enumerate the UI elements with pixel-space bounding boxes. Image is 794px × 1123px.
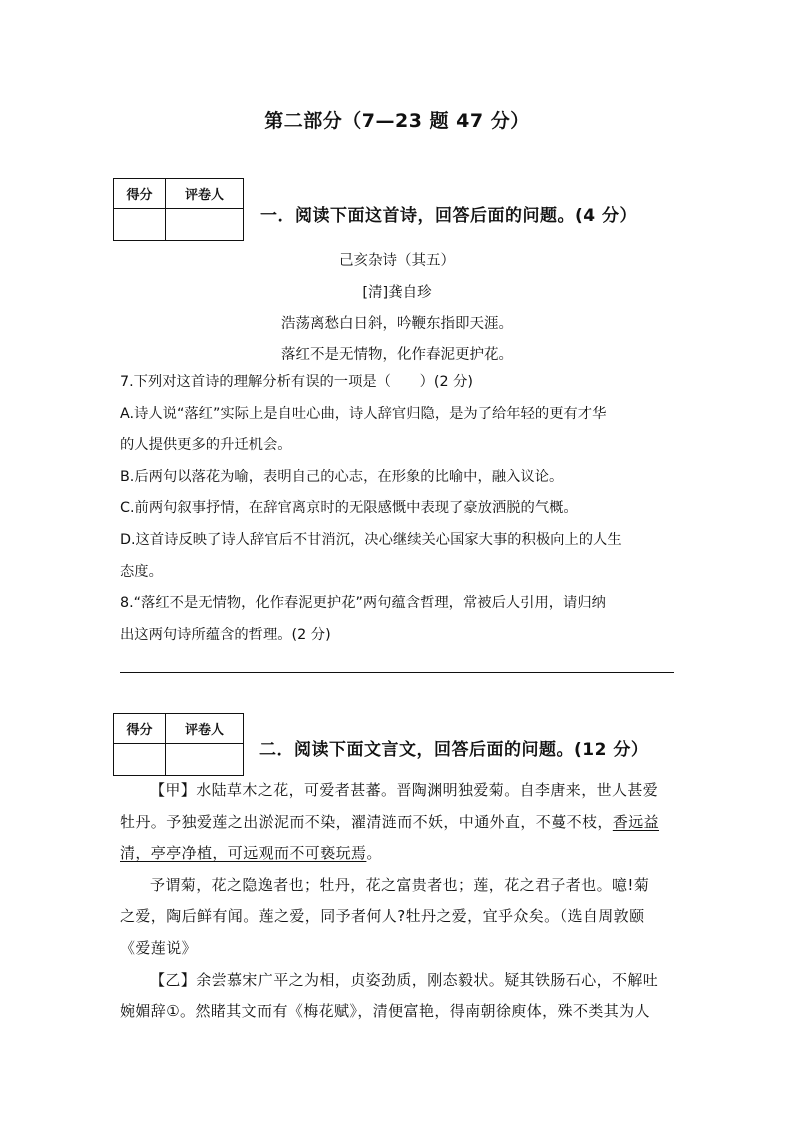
underlined-text: 香远益 (612, 812, 660, 831)
divider-line (120, 672, 674, 673)
passage-jia-line-4: 予谓菊，花之隐逸者也；牡丹，花之富贵者也；莲，花之君子者也。噫!菊 (150, 875, 650, 894)
question-8-line-1: 8.“落红不是无情物，化作春泥更护花”两句蕴含哲理，常被后人引用，请归纳 (120, 595, 606, 612)
option-c: C.前两句叙事抒情，在辞官离京时的无限感慨中表现了豪放洒脱的气概。 (120, 500, 578, 517)
passage-jia-line-1: 【甲】水陆草木之花，可爱者甚蕃。晋陶渊明独爱菊。自李唐来，世人甚爱 (150, 781, 659, 799)
score-cell[interactable] (114, 744, 166, 776)
section2-title: 二．阅读下面文言文，回答后面的问题。(12 分） (259, 740, 649, 760)
passage-text (120, 775, 659, 1028)
passage-jia-source: 《爱莲说》 (120, 938, 198, 957)
page-title: 第二部分（7—23 题 47 分） (264, 110, 530, 132)
grader-header: 评卷人 (166, 714, 244, 744)
passage-jia-line-2: 牡丹。予独爱莲之出淤泥而不染，濯清涟而不妖，中通外直，不蔓不枝，香远益 (120, 812, 660, 831)
poem-title: 己亥杂诗（其五） (339, 253, 455, 269)
grader-header: 评卷人 (166, 179, 244, 209)
question-7 (120, 367, 622, 651)
question-8-line-2: 出这两句诗所蕴含的哲理。(2 分) (120, 626, 331, 643)
underlined-text: 清，亭亭净植，可远观而不可亵玩焉 (120, 844, 367, 863)
poem-author: [清]龚自珍 (362, 285, 432, 301)
passage-jia-line-5: 之爱，陶后鲜有闻。莲之爱，同予者何人?牡丹之爱，宜乎众矣。（选自周敦颐 (120, 907, 645, 926)
option-a-line-1: A.诗人说“落红”实际上是自吐心曲，诗人辞官归隐，是为了给年轻的更有才华 (120, 405, 607, 422)
poem-line-1: 浩荡离愁白日斜，吟鞭东指即天涯。 (281, 316, 513, 332)
score-header: 得分 (114, 714, 166, 744)
option-a-line-2: 的人提供更多的升迁机会。 (120, 437, 292, 454)
grader-cell[interactable] (166, 209, 244, 241)
option-b: B.后两句以落花为喻，表明自己的心志，在形象的比喻中，融入议论。 (120, 468, 564, 485)
score-cell[interactable] (114, 209, 166, 241)
passage-yi-line-1: 【乙】余尝慕宋广平之为相，贞姿劲质，刚态毅状。疑其铁肠石心，不解吐 (150, 970, 659, 989)
option-d-line-1: D.这首诗反映了诗人辞官后不甘消沉，决心继续关心国家大事的积极向上的人生 (120, 531, 622, 548)
option-d-line-2: 态度。 (120, 563, 163, 580)
grader-cell[interactable] (166, 744, 244, 776)
question-7-stem: 7.下列对这首诗的理解分析有误的一项是（ ）(2 分) (120, 374, 473, 390)
score-table-2 (113, 713, 244, 776)
score-header: 得分 (114, 179, 166, 209)
section1-title: 一．阅读下面这首诗，回答后面的问题。(4 分） (260, 206, 638, 226)
passage-jia-line-3: 清，亭亭净植，可远观而不可亵玩焉。 (120, 844, 382, 863)
passage-yi-line-2: 婉媚辞①。然睹其文而有《梅花赋》，清便富艳，得南朝徐庾体，殊不类其为人 (120, 1002, 650, 1021)
poem-line-2: 落红不是无情物，化作春泥更护花。 (281, 347, 513, 363)
score-table-1 (113, 178, 244, 241)
